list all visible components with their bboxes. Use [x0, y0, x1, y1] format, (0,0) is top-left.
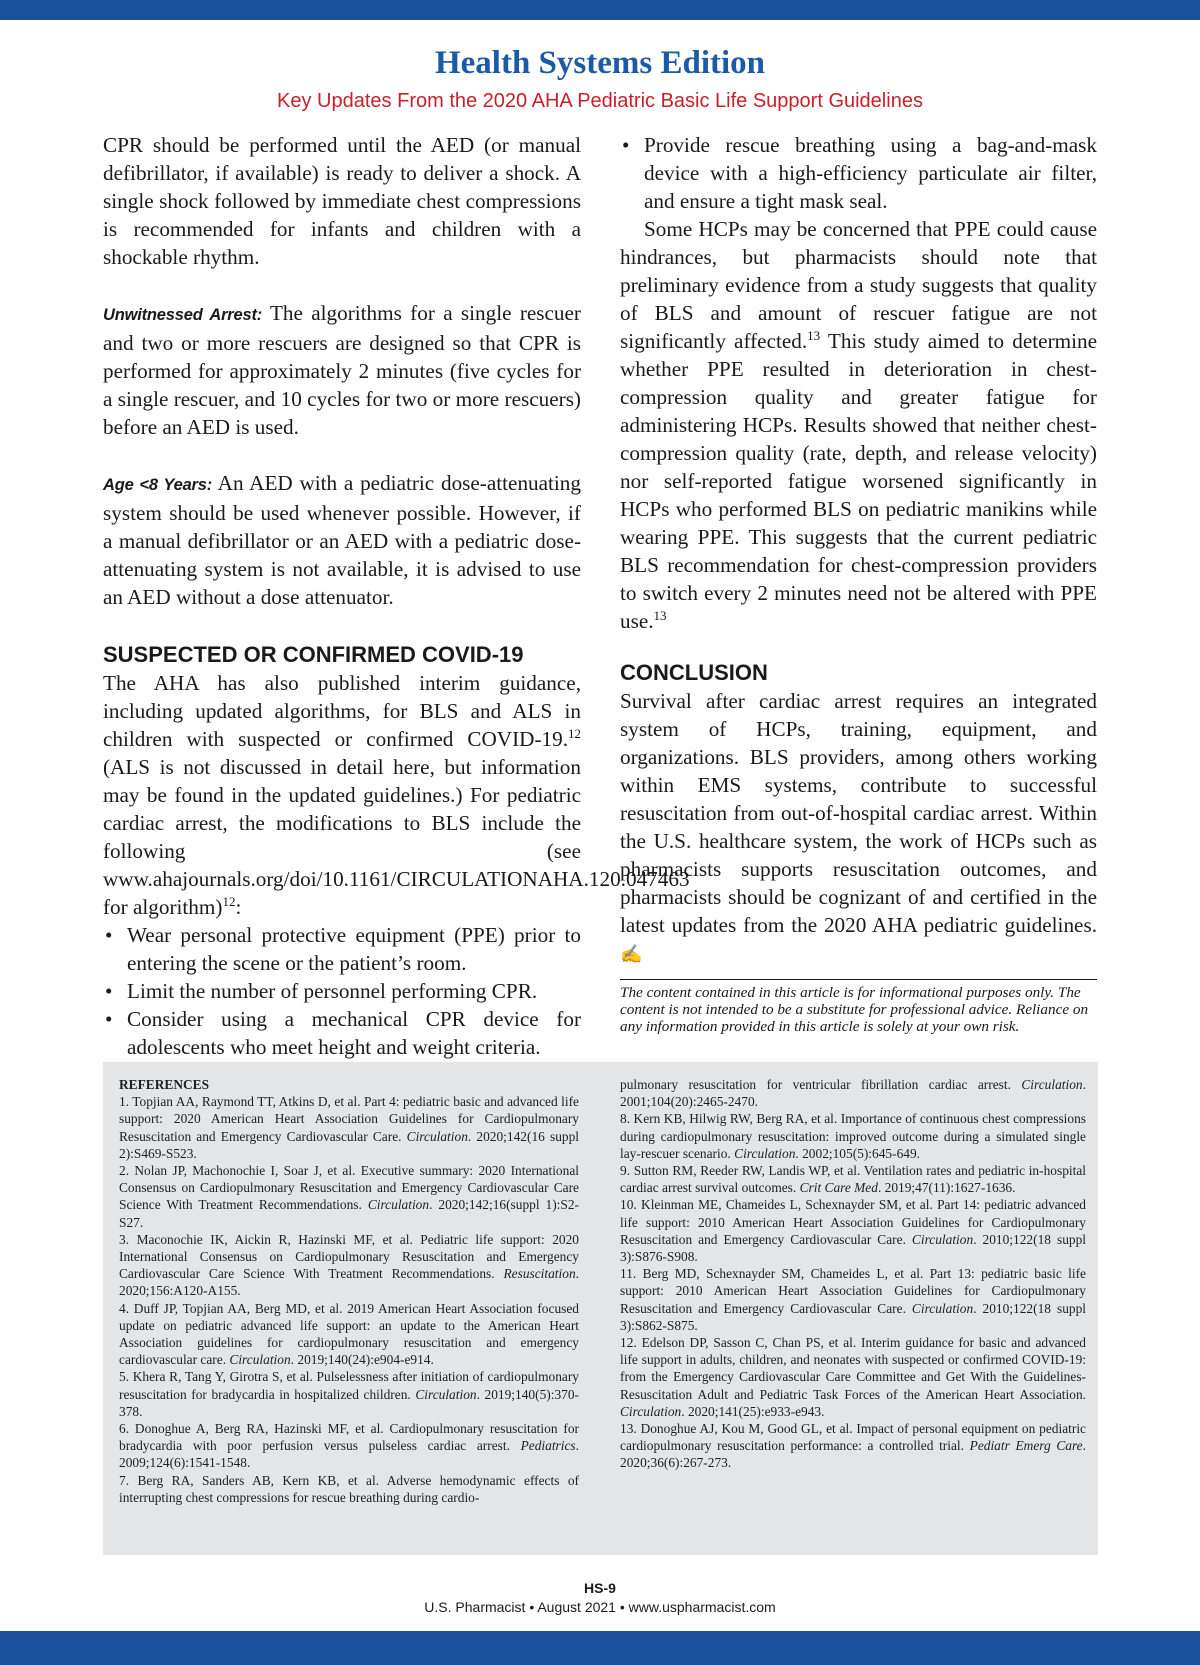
citation-sup: 13: [807, 328, 821, 343]
covid-paragraph: [103, 669, 690, 921]
bullet-item: • Limit the number of personnel performing CPR.: [103, 977, 581, 1005]
reference-item: 6. Donoghue A, Berg RA, Hazinski MF, et al. Cardiopulmonary resuscitation for bradycardia with poor perfusion versus pulseless cardiac arrest. Pediatrics. 2009;124(6):1541-1548.: [119, 1421, 579, 1471]
age-label: Age <8 Years:: [103, 476, 213, 494]
page-footer: [0, 1579, 1200, 1617]
page-number: HS-9: [584, 1580, 616, 1596]
rescue-bullet-list: [620, 131, 1097, 215]
ppe-text-1: Some HCPs may be concerned that PPE could cause hindrances, but pharmacists should note that preliminary evidence from a study suggests that quality of BLS and amount of rescuer fatigue are not significantly affected.: [620, 217, 1097, 353]
reference-item: 7. Berg RA, Sanders AB, Kern KB, et al. Adverse hemodynamic effects of interrupting chest compressions for rescue breathing during cardio-: [119, 1472, 579, 1505]
unwitnessed-paragraph: [103, 299, 581, 441]
citation-sup: 13: [653, 608, 667, 623]
bullet-item: • Wear personal protective equipment (PPE) prior to entering the scene or the patient’s room.: [103, 921, 581, 977]
article-subtitle: Key Updates From the 2020 AHA Pediatric Basic Life Support Guidelines: [277, 90, 923, 112]
bullet-item: • Consider using a mechanical CPR device for adolescents who meet height and weight criteria.: [103, 1005, 581, 1061]
age-text: An AED with a pediatric dose-attenuating system should be used whenever possible. However, if a manual defibrillator or an AED with a pediatric dose-attenuating system is not available, it is advised to use an AED without a dose attenuator.: [103, 471, 581, 609]
publication-line: U.S. Pharmacist • August 2021 • www.uspharmacist.com: [424, 1599, 776, 1615]
reference-item: pulmonary resuscitation for ventricular fibrillation cardiac arrest. Circulation. 2001;104(20):2465-2470.: [620, 1077, 1086, 1110]
references-box: [103, 1062, 1098, 1555]
page-header: [0, 40, 1200, 114]
reference-item: 13. Donoghue AJ, Kou M, Good GL, et al. Impact of personal equipment on pediatric cardiopulmonary resuscitation performance: a controlled trial. Pediatr Emerg Care. 2020;36(6):267-273.: [620, 1421, 1086, 1471]
conclusion-paragraph: [620, 687, 1097, 968]
reference-item: 11. Berg MD, Schexnayder SM, Chameides L, et al. Part 13: pediatric basic life support: 2010 American Heart Association Guidelines for Cardiopulmonary Resuscitation and Emergency Cardiovascular Care. Circulation. 2010;122(18 suppl 3):S862-S875.: [620, 1266, 1086, 1333]
reference-item: 5. Khera R, Tang Y, Girotra S, et al. Pulselessness after initiation of cardiopulmonary resuscitation for bradycardia in hospitalized children. Circulation. 2019;140(5):370-378.: [119, 1369, 579, 1419]
reference-item: 10. Kleinman ME, Chameides L, Schexnayder SM, et al. Part 14: pediatric advanced life support: 2010 American Heart Association Guidelines for Cardiopulmonary Resuscitation and Emergency Cardiovascular Care. Circulation. 2010;122(18 suppl 3):S876-S908.: [620, 1197, 1086, 1265]
covid-text-1: The AHA has also published interim guidance, including updated algorithms, for BLS and ALS in children with suspected or confirmed COVID-19.: [103, 671, 581, 751]
conclusion-heading: CONCLUSION: [620, 660, 768, 685]
covid-heading: SUSPECTED OR CONFIRMED COVID-19: [103, 642, 524, 667]
reference-item: 3. Maconochie IK, Aickin R, Hazinski MF, et al. Pediatric life support: 2020 International Consensus on Cardiopulmonary Resuscitation and Emergency Cardiovascular Care Science With Treatment Recommendations. Resuscitation. 2020;156:A120-A155.: [119, 1231, 579, 1299]
disclaimer: The content contained in this article is for informational purposes only. The content is not intended to be a substitute for professional advice. Reliance on any information provided in this article is solely at your own risk.: [620, 979, 1097, 1035]
unwitnessed-label: Unwitnessed Arrest:: [103, 306, 263, 324]
conclusion-text: Survival after cardiac arrest requires an integrated system of HCPs, training, equipment, and organizations. BLS providers, among others working within EMS systems, contribute to successful resuscitation from out-of-hospital cardiac arrest. Within the U.S. healthcare system, the work of HCPs such as pharmacists supports resuscitation outcomes, and pharmacists should be cognizant of and certified in the latest updates from the 2020 AHA pediatric guidelines.: [620, 689, 1097, 937]
bullet-item: • Provide rescue breathing using a bag-and-mask device with a high-efficiency particulate air filter, and ensure a tight mask seal.: [620, 131, 1097, 215]
reference-item: 8. Kern KB, Hilwig RW, Berg RA, et al. Importance of continuous chest compressions during cardiopulmonary resuscitation: improved outcome during a simulated single lay-rescuer scenario. Circulation. 2002;105(5):645-649.: [620, 1111, 1086, 1161]
ppe-paragraph: [620, 215, 1097, 635]
reference-item: 9. Sutton RM, Reeder RW, Landis WP, et al. Ventilation rates and pediatric in-hospital cardiac arrest survival outcomes. Crit Care Med. 2019;47(11):1627-1636.: [620, 1163, 1086, 1196]
citation-sup: 12: [568, 726, 581, 741]
citation-sup: 12: [222, 894, 236, 909]
reference-item: 2. Nolan JP, Machonochie I, Soar J, et al. Executive summary: 2020 International Consensus on Cardiopulmonary Resuscitation and Emergency Cardiovascular Care Science With Treatment Recommendations. Circulation. 2020;142;16(suppl 1):S2-S27.: [119, 1163, 580, 1230]
reference-item: 1. Topjian AA, Raymond TT, Atkins D, et al. Part 4: pediatric basic and advanced life support: 2020 American Heart Association Guidelines for Cardiopulmonary Resuscitation and Emergency Cardiovascular Care. Circulation. 2020;142(16 suppl 2):S469-S523.: [119, 1094, 580, 1161]
ppe-text-2: This study aimed to determine whether PPE resulted in deterioration in chest-compression quality and greater fatigue for administering HCPs. Results showed that neither chest-compression quality (rate, depth, and release velocity) nor self-reported fatigue worsened significantly in HCPs who performed BLS on pediatric manikins while wearing PPE. This suggests that the current pediatric BLS recommendation for chest-compression providers to switch every 2 minutes need not be altered with PPE use.: [620, 329, 1097, 633]
end-of-article-icon: ✍: [620, 944, 643, 964]
edition-title: Health Systems Edition: [434, 45, 766, 81]
bottom-color-bar: [0, 1631, 1200, 1665]
top-color-bar: [0, 0, 1200, 20]
unwitnessed-text: The algorithms for a single rescuer and two or more rescuers are designed so that CPR is performed for approximately 2 minutes (five cycles for a single rescuer, and 10 cycles for two or more rescuers) before an AED is used.: [103, 301, 581, 439]
covid-text-2: (ALS is not discussed in detail here, but information may be found in the updated guidelines.) For pediatric cardiac arrest, the modifications to BLS include the following (see www.ahajournals.org/doi/10.1161/CIRCULATIONAHA.120.047463 for algorithm): [103, 755, 690, 919]
references-left-column: [119, 1076, 579, 1506]
covid-bullet-list: [103, 921, 581, 1061]
reference-item: 4. Duff JP, Topjian AA, Berg MD, et al. 2019 American Heart Association focused update on pediatric advanced life support: an update to the American Heart Association guidelines for cardiopulmonary resuscitation and emergency cardiovascular care. Circulation. 2019;140(24):e904-e914.: [119, 1300, 579, 1368]
reference-item: 12. Edelson DP, Sasson C, Chan PS, et al. Interim guidance for basic and advanced life support in adults, children, and neonates with suspected or confirmed COVID-19: from the Emergency Cardiovascular Care Committee and Get With the Guidelines-Resuscitation Adult and Pediatric Task Forces of the American Heart Association. Circulation. 2020;141(25):e933-e943.: [620, 1335, 1086, 1419]
intro-paragraph: CPR should be performed until the AED (or manual defibrillator, if available) is ready to deliver a shock. A single shock followed by immediate chest compressions is recommended for infants and children with a shockable rhythm.: [103, 133, 581, 269]
references-title: REFERENCES: [119, 1077, 210, 1092]
covid-text-3: :: [235, 895, 242, 919]
references-right-column: [620, 1076, 1086, 1472]
age-paragraph: [103, 469, 581, 611]
right-column: [620, 131, 1097, 1035]
